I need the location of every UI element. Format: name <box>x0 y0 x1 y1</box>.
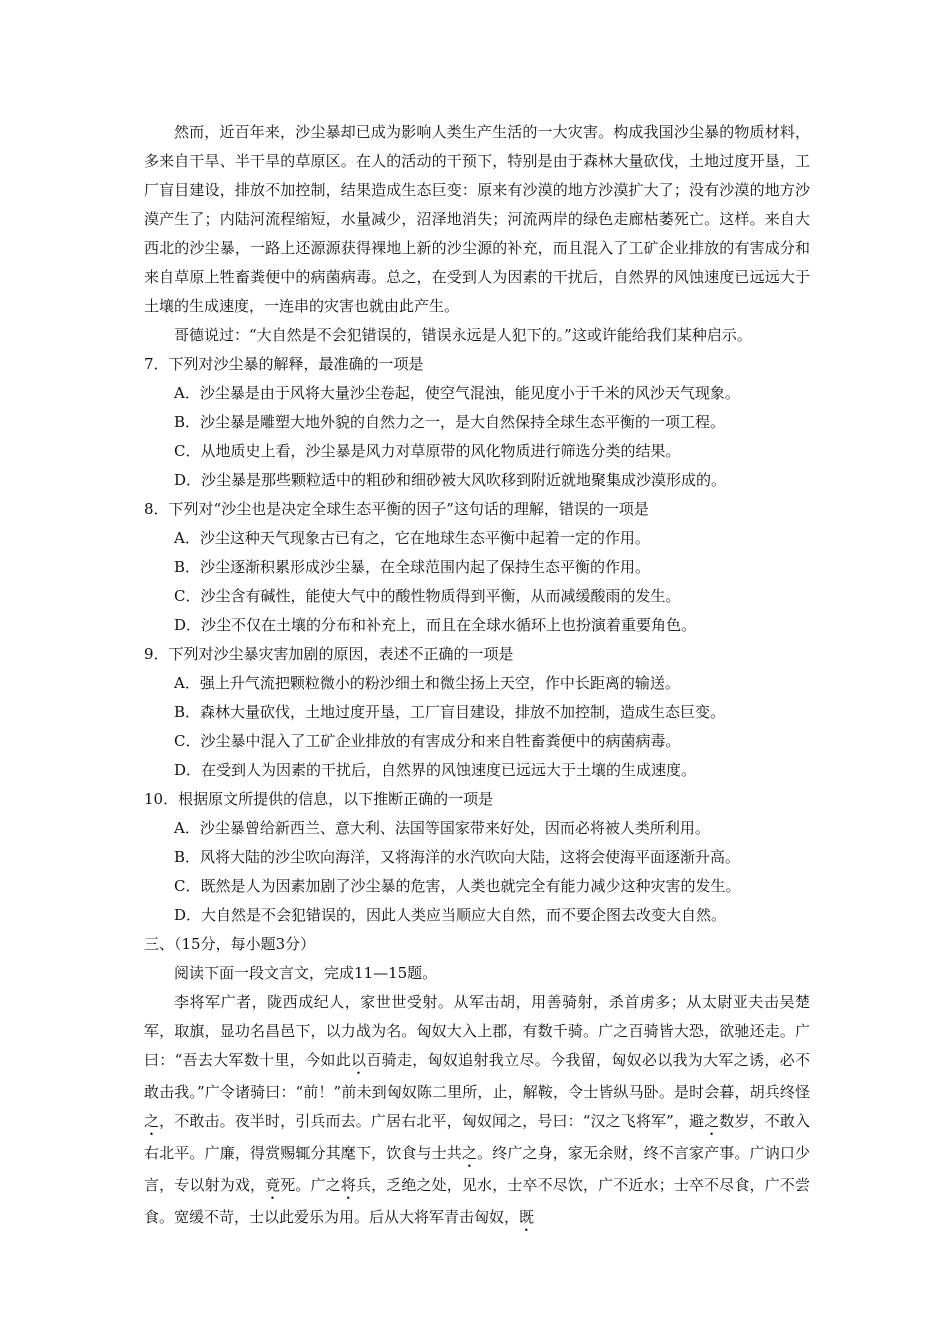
passage-paragraph-1: 然而，近百年来，沙尘暴却已成为影响人类生产生活的一大灾害。构成我国沙尘暴的物质材料，多来自干旱、半干旱的草原区。在人的活动的干预下，特别是由于森林大量砍伐，土地过度开垦，工厂盲目建设，排放不加控制，结果造成生态巨变：原来有沙漠的地方沙漠扩大了；没有沙漠的地方沙漠产生了；内陆河流程缩短，水量减少，沼泽地消失；河流两岸的绿色走廊枯萎死亡。这样。来自大西北的沙尘暴，一路上还源源获得裸地上新的沙尘源的补充，而且混入了工矿企业排放的有害成分和来自草原上牲畜粪便中的病菌病毒。总之，在受到人为因素的干扰后，自然界的风蚀速度已远远大于土壤的生成速度，一连串的灾害也就由此产生。 <box>144 123 810 315</box>
emphasized-word: 之 <box>704 1112 720 1130</box>
passage-text: ，不敢击。夜半时，引兵而去。广居右北平，匈奴闻之，号曰：“汉之飞将军”，避 <box>159 1112 705 1130</box>
question-stem: 8．下列对“沙尘也是决定全球生态平衡的因子”这句话的理解，错误的一项是 <box>144 500 649 518</box>
emphasized-word: 之 <box>144 1112 160 1130</box>
option-a: A．沙尘暴曾给新西兰、意大利、法国等国家带来好处，因而必将被人类所利用。 <box>174 819 710 837</box>
passage-text: 死。广之 <box>280 1176 341 1194</box>
option-c: C．既然是人为因素加剧了沙尘暴的危害，人类也就完全有能力减少这种灾害的发生。 <box>174 877 741 895</box>
classical-chinese-passage <box>144 988 810 1235</box>
option-d: D．沙尘不仅在土壤的分布和补充上，而且在全球水循环上也扮演着重要角色。 <box>174 616 697 634</box>
section-3-header: 三、（15分，每小题3分） <box>144 935 316 953</box>
question-7 <box>144 350 810 495</box>
option-b: B．沙尘暴是雕塑大地外貌的自然力之一，是大自然保持全球生态平衡的一项工程。 <box>174 413 726 431</box>
passage-text: 兵，乏绝之处，见水，士卒不尽饮，广不近水；士卒不尽食，广不尝食。宽缓不苛，士以此爱乐为用。后从大将军青击匈奴， <box>144 1176 810 1226</box>
option-b: B．风将大陆的沙尘吹向海洋，又将海洋的水汽吹向大陆，这将会使海平面逐渐升高。 <box>174 848 741 866</box>
question-stem: 7．下列对沙尘暴的解释，最准确的一项是 <box>144 355 424 373</box>
option-b: B．森林大量砍伐，土地过度开垦，工厂盲目建设，排放不加控制，造成生态巨变。 <box>174 703 726 721</box>
emphasized-word: 以 <box>351 1051 367 1069</box>
passage-text: 。终广之身，家无余财，终不言家产事。广讷口少言，专以射为戏， <box>144 1144 810 1194</box>
option-b: B．沙尘逐渐积累形成沙尘暴，在全球范围内起了保持生态平衡的作用。 <box>174 558 651 576</box>
option-a: A．强上升气流把颗粒微小的粉沙细土和微尘扬上天空，作中长距离的输送。 <box>174 674 680 692</box>
emphasized-word: 之 <box>461 1144 478 1162</box>
option-d: D．沙尘暴是那些颗粒适中的粗砂和细砂被大风吹移到附近就地聚集成沙漠形成的。 <box>174 471 727 489</box>
option-c: C．从地质史上看，沙尘暴是风力对草原带的风化物质进行筛选分类的结果。 <box>174 442 681 460</box>
emphasized-word: 竟 <box>265 1176 281 1194</box>
question-stem: 9．下列对沙尘暴灾害加剧的原因，表述不正确的一项是 <box>144 645 514 663</box>
emphasized-word: 既 <box>519 1208 535 1226</box>
passage-text: 数岁，不敢入右北平。广廉，得赏赐辄分其麾下，饮食与士共 <box>144 1112 810 1162</box>
option-a: A．沙尘暴是由于风将大量沙尘卷起，使空气混浊，能见度小于千米的风沙天气现象。 <box>174 384 740 402</box>
section-3-instruction: 阅读下面一段文言文，完成11—15题。 <box>174 964 438 982</box>
option-d: D．在受到人为因素的干扰后，自然界的风蚀速度已远远大于土壤的生成速度。 <box>174 761 697 779</box>
emphasized-word: 将 <box>340 1176 356 1194</box>
option-c: C．沙尘含有碱性，能使大气中的酸性物质得到平衡，从而减缓酸雨的发生。 <box>174 587 681 605</box>
option-a: A．沙尘这种天气现象古已有之，它在地球生态平衡中起着一定的作用。 <box>174 529 650 547</box>
question-10 <box>144 785 810 930</box>
passage-paragraph-2: 哥德说过：“大自然是不会犯错误的，错误永远是人犯下的。”这或许能给我们某种启示。 <box>174 326 752 344</box>
passage-text: 李将军广者，陇西成纪人，家世世受射。从军击胡，用善骑射，杀首虏多；从太尉亚夫击吴楚军，取旗，显功名昌邑下，以力战为名。匈奴大入上郡，有数千骑。广之百骑皆大恐，欲驰还走。广曰：“吾去大军数十里，今如此 <box>144 993 810 1069</box>
question-8 <box>144 495 810 640</box>
exam-page <box>144 118 810 1235</box>
option-d: D．大自然是不会犯错误的，因此人类应当顺应大自然，而不要企图去改变大自然。 <box>174 906 727 924</box>
question-9 <box>144 640 810 785</box>
question-stem: 10．根据原文所提供的信息，以下推断正确的一项是 <box>144 790 494 808</box>
option-c: C．沙尘暴中混入了工矿企业排放的有害成分和来自牲畜粪便中的病菌病毒。 <box>174 732 681 750</box>
passage-text: 百骑走，匈奴追射我立尽。今我留，匈奴必以我为大军之诱，必不敢击我。”广令诸骑曰：“前！”前未到匈奴陈二里所，止，解鞍，令士皆纵马卧。是时会暮，胡兵终怪 <box>144 1051 810 1101</box>
